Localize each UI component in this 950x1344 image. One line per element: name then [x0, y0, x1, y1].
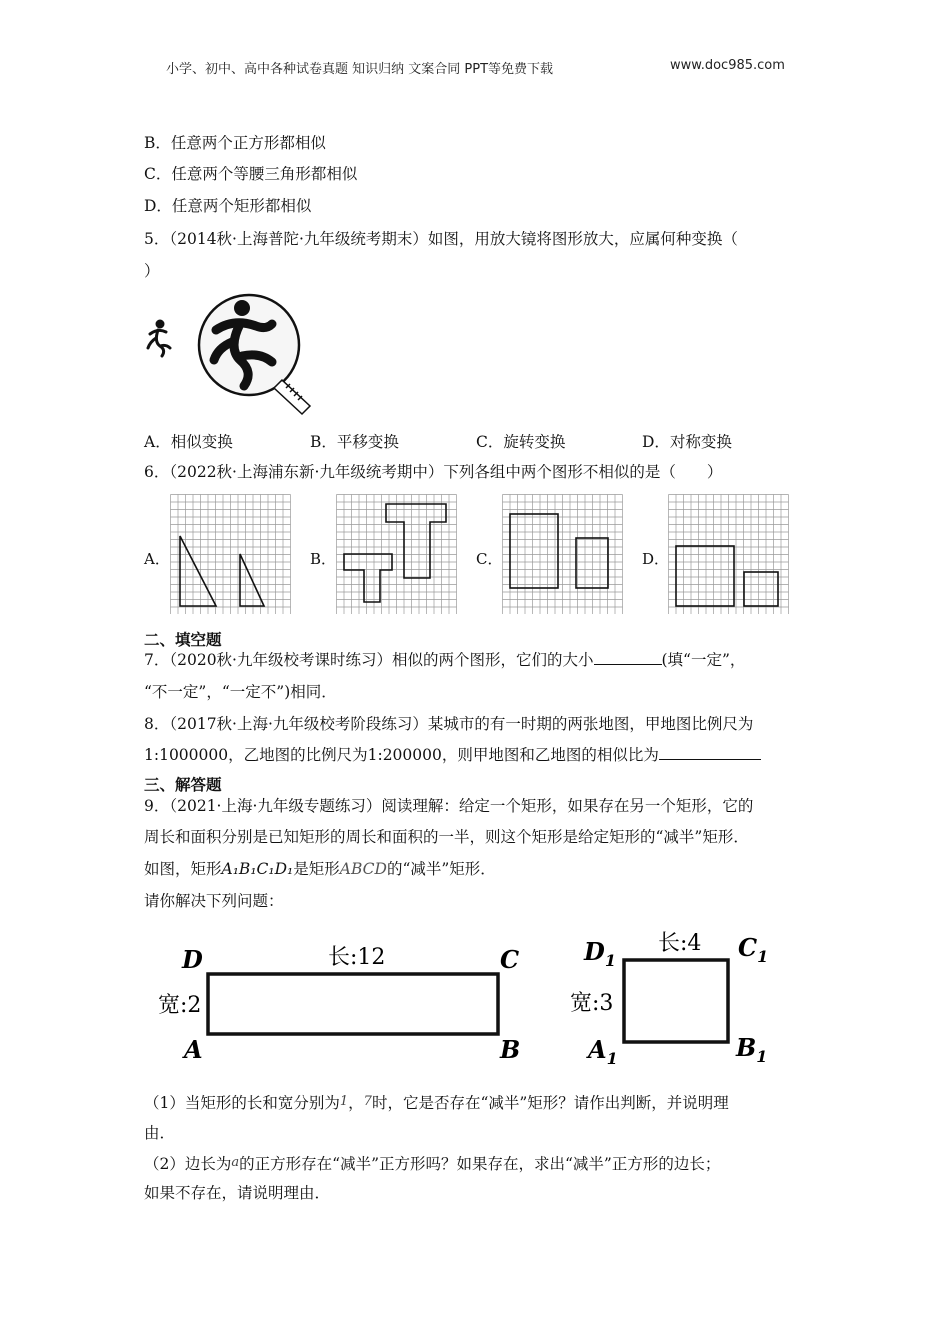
q5-stem-cont: ）	[144, 262, 160, 280]
grid-figure-c	[502, 494, 624, 614]
label-d: D	[182, 945, 203, 974]
q7-line-2: “不一定”，“一定不”)相同．	[144, 683, 337, 701]
grid-figure-d	[668, 494, 790, 614]
q5-stem: 5．（2014秋·上海普陀·九年级统考期末）如图，用放大镜将图形放大，应属何种变换（	[144, 230, 738, 248]
q5-option-d: D．对称变换	[642, 433, 732, 451]
q6-stem: 6．（2022秋·上海浦东新·九年级统考期中）下列各组中两个图形不相似的是（ ）	[144, 463, 723, 481]
q6-label-b: B．	[310, 550, 337, 568]
grid-figure-b	[336, 494, 458, 614]
label-d1: $D_1$	[584, 937, 616, 970]
label-c: C	[500, 945, 520, 974]
q8-blank	[659, 745, 761, 760]
q9-line-1: 9．（2021·上海·九年级专题练习）阅读理解：给定一个矩形，如果存在另一个矩形，它的	[144, 797, 754, 815]
label-width-3: 宽:3	[570, 991, 614, 1016]
rect-abcd	[208, 974, 498, 1034]
lens-handle	[274, 380, 310, 414]
label-b1: $B_1$	[736, 1033, 768, 1066]
label-a: A	[184, 1035, 203, 1064]
q9-rectangles-figure	[150, 928, 790, 1068]
q4-option-c: C．任意两个等腰三角形都相似	[144, 165, 358, 183]
header-url[interactable]: www.doc985.com	[670, 58, 785, 73]
q8-line-2: 1:1000000，乙地图的比例尺为1:200000，则甲地图和乙地图的相似比为	[144, 745, 761, 765]
q6-label-c: C．	[476, 550, 503, 568]
q8-line-1: 8．（2017秋·上海·九年级校考阶段练习）某城市的有一时期的两张地图，甲地图比例尺为	[144, 715, 754, 733]
q9-part-1-line-2: 由．	[144, 1124, 176, 1142]
magnifier-figure	[144, 290, 314, 420]
q4-option-d: D．任意两个矩形都相似	[144, 197, 312, 215]
q9-part-2-line-2: 如果不存在，请说明理由．	[144, 1184, 331, 1202]
label-width-2: 宽:2	[158, 993, 202, 1018]
q9-line-3: 如图，矩形A₁B₁C₁D₁是矩形ABCD的“减半”矩形．	[144, 860, 496, 878]
q9-part-2-line-1: （2）边长为a的正方形存在“减半”正方形吗？如果存在，求出“减半”正方形的边长；	[144, 1155, 721, 1173]
label-length-4: 长:4	[658, 931, 702, 956]
t-shape-large	[386, 504, 446, 578]
q6-label-d: D．	[642, 550, 670, 568]
q9-line-4: 请你解决下列问题：	[144, 892, 284, 910]
q5-option-b: B．平移变换	[310, 433, 399, 451]
q6-label-a: A．	[144, 550, 170, 568]
rect-small	[576, 538, 608, 588]
q9-line-2: 周长和面积分别是已知矩形的周长和面积的一半，则这个矩形是给定矩形的“减半”矩形．	[144, 828, 749, 846]
q9-part-1-line-1: （1）当矩形的长和宽分别为1，7时，它是否存在“减半”矩形？请作出判断，并说明理	[144, 1094, 729, 1112]
grid-figure-a	[170, 494, 292, 614]
square-large	[676, 546, 734, 606]
header-left-text: 小学、初中、高中各种试卷真题 知识归纳 文案合同 PPT等免费下载	[166, 62, 554, 77]
q4-option-b: B．任意两个正方形都相似	[144, 134, 326, 152]
q7-line-1: 7．（2020秋·九年级校考课时练习）相似的两个图形，它们的大小 (填“一定”，	[144, 651, 746, 669]
label-c1: $C_1$	[738, 933, 769, 966]
small-dancer-icon	[148, 321, 170, 356]
label-b: B	[500, 1035, 521, 1064]
section-2-title: 二、填空题	[144, 630, 222, 649]
q5-option-a: A．相似变换	[144, 433, 233, 451]
label-length-12: 长:12	[328, 945, 386, 970]
q7-blank	[594, 650, 662, 665]
rect-a1b1c1d1	[624, 960, 728, 1042]
label-a1: $A_1$	[588, 1035, 618, 1068]
section-3-title: 三、解答题	[144, 775, 222, 794]
q5-option-c: C．旋转变换	[476, 433, 566, 451]
